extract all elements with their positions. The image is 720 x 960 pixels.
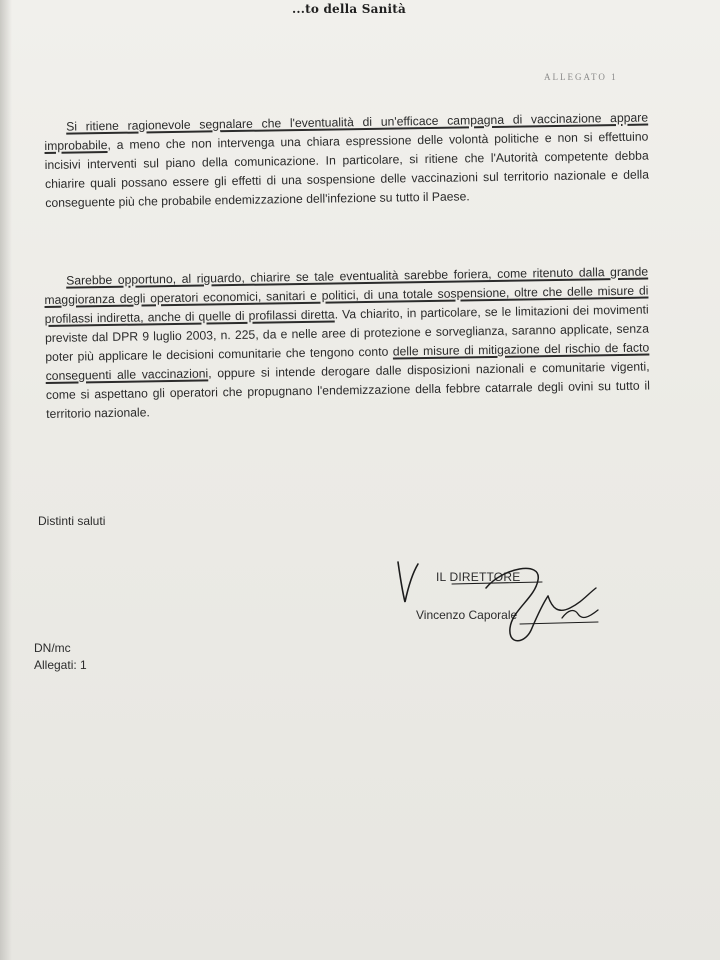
attachment-label: ALLEGATO 1 xyxy=(544,72,618,82)
reference-code: DN/mc xyxy=(34,641,71,655)
paragraph-2 xyxy=(44,263,650,424)
signatory-title: IL DIRETTORE xyxy=(436,570,521,584)
footer-reference xyxy=(34,640,87,674)
handwritten-signature-icon xyxy=(392,558,612,658)
paragraph-2-segment-3: delle misure di mitigazione del rischio de facto conseguenti alle vaccinazioni xyxy=(45,340,650,383)
paragraph-1 xyxy=(44,109,649,213)
paragraph-2-segment-1: Sarebbe opportuno, al riguardo, chiarire se tale eventualità sarebbe foriera, come ritenuto dalla grande maggioranza degli operatori economici, sanitari e politici, di una totale sospensione, oltre che delle misure di profilassi indiretta, anche di quelle di profilassi diretta xyxy=(44,264,649,326)
closing-salutation: Distinti saluti xyxy=(38,514,106,528)
attachments-count: Allegati: 1 xyxy=(34,658,87,672)
paragraph-1-segment-2: , a meno che non intervenga una chiara espressione delle volontà politiche e non si effettuino incisivi interventi sul piano della comunicazione. In particolare, si ritiene che l'Autorità competente debba chiarire quali possano essere gli effetti di una sospensione delle vaccinazioni sul territorio nazionale e della conseguente più che probabile endemizzazione dell'infezione su tutto il Paese. xyxy=(44,129,650,210)
paragraph-2-segment-2: . Va chiarito, in particolare, se le limitazioni dei movimenti previste dal DPR 9 luglio 2003, n. 225, da e nelle aree di protezione e sorveglianza, saranno applicate, senza poter più applicare le decisioni comunitarie che tengono conto xyxy=(44,302,650,364)
signature-block xyxy=(392,558,612,658)
paragraph-2-segment-4: , oppure si intende derogare dalle disposizioni nazionali e comunitarie vigenti, come si aspettano gli operatori che propugnano l'endemizzazione della febbre catarrale degli ovini su tutto il territorio nazionale. xyxy=(45,359,650,421)
paragraph-1-segment-1: Si ritiene ragionevole segnalare che l'eventualità di un'efficace campagna di vaccinazione appare improbabile xyxy=(44,110,649,153)
signatory-name: Vincenzo Caporale xyxy=(416,608,518,622)
ministry-header: ...to della Sanità xyxy=(292,2,406,16)
page-edge-shadow xyxy=(0,0,12,960)
